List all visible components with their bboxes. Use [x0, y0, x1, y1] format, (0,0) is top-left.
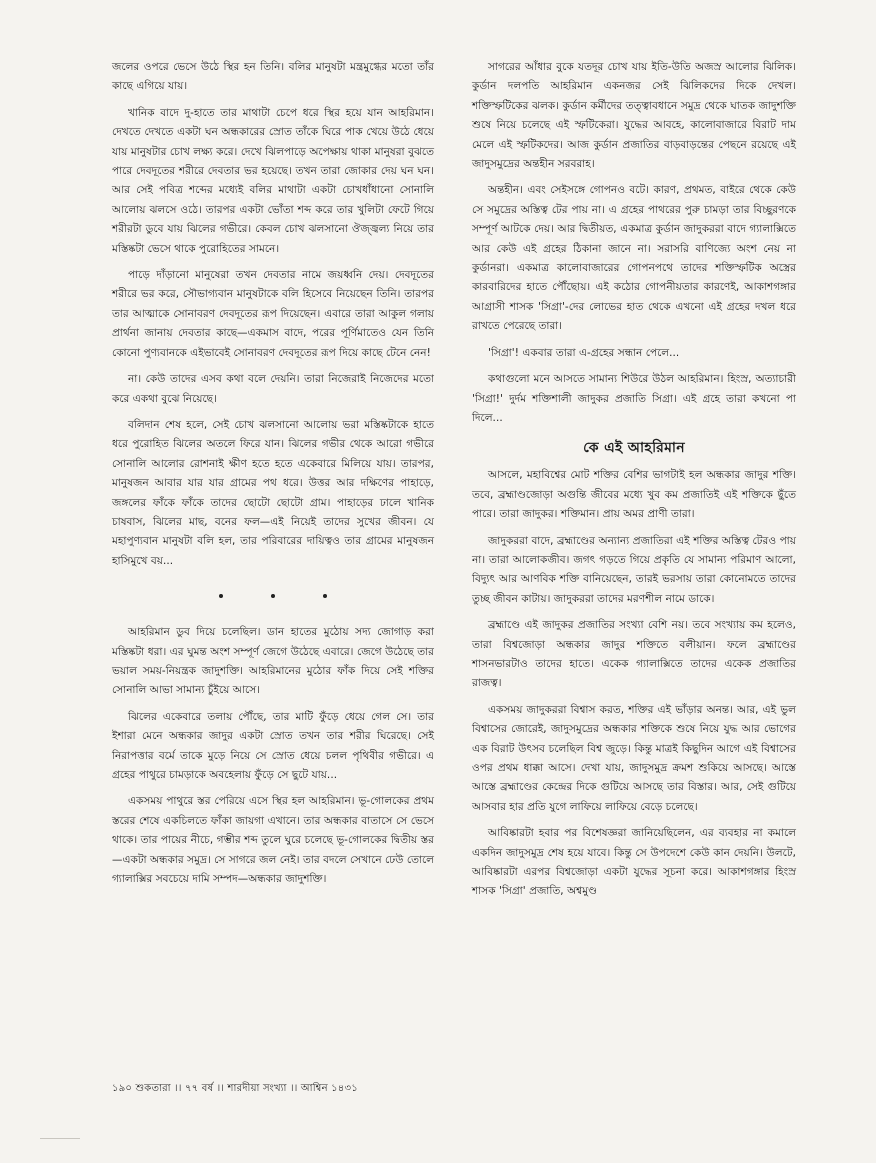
paragraph: একসময় জাদুকররা বিশ্বাস করত, শক্তির এই ভাঁড়ার অনন্ত। আর, এই ভুল বিশ্বাসের জোরেই, জাদুসমুদ্রের অন্ধকার শক্তিকে শুষে নিয়ে যুদ্ধ আর ভোগের এক বিরাট উৎসব চলেছিল বিশ্ব জুড়ে। কিন্তু মাত্রই কিছুদিন আগে এই বিশ্বাসের ওপর প্রথম ধাক্কা আসে। দেখা যায়, জাদুসমুদ্র ক্রমশ শুকিয়ে আসছে। আস্তে আস্তে ব্রহ্মাণ্ডের কেন্দ্রের দিকে গুটিয়ে আসছে তার বিস্তার। আর, সেই গুটিয়ে আসবার হার প্রতি যুগে লাফিয়ে লাফিয়ে বেড়ে চলেছে।	[472, 703, 796, 813]
paragraph: 'সিগ্রা'! একবার তারা এ-গ্রহের সন্ধান পেলে...	[488, 346, 680, 359]
paragraph: খানিক বাদে দু-হাতে তার মাথাটা চেপে ধরে স্থির হয়ে যান আহরিমান। দেখতে দেখতে একটা ঘন অন্ধকারের স্রোত তাঁকে ঘিরে পাক খেয়ে উঠে ধেয়ে যায় মানুষটার চোখ লক্ষ্য করে। দেখে ঝিলপাড়ে অপেক্ষায় থাকা মানুষরা বুঝতে পারে দেবদূতের শরীরে দেবতার ভর হয়েছে। তখন তারা জোকার দেয় ঘন ঘন। আর সেই পবিত্র শব্দের মধ্যেই বলির মাথাটা একটা চোখধাঁধানো সোনালি আলোয় ঝলসে ওঠে। তারপর একটা ভোঁতা শব্দ করে তার খুলিটা ফেটে গিয়ে শরীরটা ডুবে যায় ঝিলের গভীরে। কেবল চোখ ঝলসানো ঔজ্জ্বল্য নিয়ে তার মস্তিষ্কটা ভেসে থাকে পুরোহিতের সামনে।	[112, 106, 434, 255]
right-column	[472, 58, 796, 909]
paragraph: জলের ওপরে ভেসে উঠে স্থির হন তিনি। বলির মানুষটা মন্ত্রমুগ্ধের মতো তাঁর কাছে এগিয়ে যায়।	[112, 61, 434, 93]
paragraph: ঝিলের একেবারে তলায় পৌঁছে, তার মাটি ফুঁড়ে ধেয়ে গেল সে। তার ইশারা মেনে অন্ধকার জাদুর একটা স্রোত তখন তার শরীর ঘিরেছে। সেই নিরাপত্তার বর্মে তাকে মুড়ে নিয়ে সে স্রোত ধেয়ে চলল পৃথিবীর গভীরে। এ গ্রহের পাথুরে চামড়াকে অবহেলায় ফুঁড়ে সে ছুটে যায়...	[112, 710, 434, 781]
footer-divider	[40, 1138, 80, 1139]
paragraph: পাড়ে দাঁড়ানো মানুষেরা তখন দেবতার নামে জয়ধ্বনি দেয়। দেবদূতের শরীরে ভর করে, সৌভাগ্যবান মানুষটাকে বলি হিসেবে নিয়েছেন তিনি। তারপর তার আত্মাকে সোনাবরণ দেবদূতের রূপ দিয়েছেন। এবারে তারা আকুল গলায় প্রার্থনা জানায় দেবতার কাছে—একমাস বাদে, পরের পূর্ণিমাতেও যেন তিনি কোনো পুণ্যবানকে এইভাবেই সোনাবরণ দেবদূতের রূপ দিয়ে কাছে টেনে নেন!	[112, 269, 434, 359]
left-column	[112, 58, 434, 896]
dot-icon	[219, 594, 223, 598]
paragraph: ব্রহ্মাণ্ডে এই জাদুকর প্রজাতির সংখ্যা বেশি নয়। তবে সংখ্যায় কম হলেও, তারা বিশ্বজোড়া অন্ধকার জাদুর শক্তিতে বলীয়ান। ফলে ব্রহ্মাণ্ডের শাসনভারটাও তাদের হাতে। একেক গ্যালাক্সিতে তাদের একেক প্রজাতির রাজত্ব।	[472, 619, 796, 690]
section-break-dots	[112, 579, 434, 613]
paragraph: বলিদান শেষ হলে, সেই চোখ ঝলসানো আলোয় ভরা মস্তিষ্কটাকে হাতে ধরে পুরোহিত ঝিলের অতলে ফিরে যান। ঝিলের গভীর থেকে আরো গভীরে সোনালি আলোর রোশনাই ক্ষীণ হতে হতে একেবারে মিলিয়ে যায়। তারপর, মানুষজন আবার যার যার গ্রামের পথ ধরে। উত্তর আর দক্ষিণের পাহাড়ে, জঙ্গলের ফাঁকে ফাঁকে তাদের ছোটো ছোটো গ্রাম। পাহাড়ের ঢালে খানিক চাষবাস, ঝিলের মাছ, বনের ফল—এই নিয়েই তাদের সুখের জীবন। যে মহাপুণ্যবান মানুষটা বলি হল, তার পরিবারের দায়িত্বও তার গ্রামের মানুষজন হাসিমুখে বয়...	[112, 418, 434, 567]
paragraph: অন্তহীন। এবং সেইসঙ্গে গোপনও বটে। কারণ, প্রথমত, বাইরে থেকে কেউ সে সমুদ্রের অস্তিত্ব টের পায় না। এ গ্রহের পাথরের পুরু চামড়া তার বিচ্ছুরণকে সম্পূর্ণ আটকে দেয়। আর দ্বিতীয়ত, একমাত্র কুর্ডান জাদুকররা বাদে গ্যালাক্সিতে আর কেউ এই গ্রহের ঠিকানা জানে না। সরাসরি বাণিজ্যে অংশ নেয় না কুর্ডানরা। একমাত্র কালোবাজারের গোপনপথে তাদের শক্তিস্ফটিক অস্ত্রের কারবারিদের হাতে পৌঁছোয়। এই কঠোর গোপনীয়তার কারণেই, আকাশগঙ্গার আগ্রাসী শাসক 'সিগ্রা'-দের লোভের হাত থেকে এখনো এই গ্রহের দখল ধরে রাখতে পেরেছে তারা।	[472, 184, 796, 333]
section-heading: কে এই আহরিমান	[583, 440, 685, 457]
dot-icon	[323, 594, 327, 598]
paragraph: কথাগুলো মনে আসতে সামান্য শিউরে উঠল আহরিমান। হিংস্র, অত্যাচারী 'সিগ্রা!' দুর্দম শক্তিশালী জাদুকর প্রজাতি সিগ্রা। এই গ্রহে তারা কখনো পা দিলে...	[472, 373, 796, 424]
paragraph: আহরিমান ডুব দিয়ে চলেছিল। ডান হাতের মুঠোয় সদ্য জোগাড় করা মস্তিষ্কটা ধরা। এর ঘুমন্ত অংশ সম্পূর্ণ জেগে উঠেছে এবারে। জেগে উঠেছে তার ভয়াল সময়-নিয়ন্ত্রক জাদুশক্তি। আহরিমানের মুঠোর ফাঁক দিয়ে সেই শক্তির সোনালি আভা সামান্য চুঁইয়ে আসে।	[112, 626, 434, 697]
paragraph: আবিষ্কারটা হবার পর বিশেষজ্ঞরা জানিয়েছিলেন, এর ব্যবহার না কমালে একদিন জাদুসমুদ্র শেষ হয়ে যাবে। কিন্তু সে উপদেশে কেউ কান দেয়নি। উলটে, আবিষ্কারটা এরপর বিশ্বজোড়া একটা যুদ্ধের সূচনা করে। আকাশগঙ্গার হিংস্র শাসক 'সিগ্রা' প্রজাতি, অশ্বমুণ্ড	[472, 827, 796, 898]
paragraph: জাদুকররা বাদে, ব্রহ্মাণ্ডের অন্যান্য প্রজাতিরা এই শক্তির অস্তিত্ব টেরও পায় না। তারা আলোকজীব। জগৎ গড়তে গিয়ে প্রকৃতি যে সামান্য পরিমাণ আলো, বিদ্যুৎ আর আণবিক শক্তি বানিয়েছেন, তারই ভরসায় তারা কোনোমতে তাদের তুচ্ছ জীবন কাটায়। জাদুকররা তাদের মরণশীল নামে ডাকে।	[472, 534, 796, 605]
page-footer: ১৯০ শুকতারা ।। ৭৭ বর্ষ ।। শারদীয়া সংখ্যা ।। আশ্বিন ১৪৩১	[112, 1083, 358, 1094]
paragraph: একসময় পাথুরে স্তর পেরিয়ে এসে স্থির হল আহরিমান। ভূ-গোলকের প্রথম স্তরের শেষে একচিলতে ফাঁকা জায়গা এখানে। তার অন্ধকার বাতাসে সে ভেসে থাকে। তার পায়ের নীচে, গম্ভীর শব্দ তুলে ঘুরে চলেছে ভূ-গোলকের দ্বিতীয় স্তর—একটা অন্ধকার সমুদ্র। সে সাগরে জল নেই। তার বদলে সেখানে ঢেউ তোলে গ্যালাক্সির সবচেয়ে দামি সম্পদ—অন্ধকার জাদুশক্তি।	[112, 795, 434, 886]
paragraph: না। কেউ তাদের এসব কথা বলে দেয়নি। তারা নিজেরাই নিজেদের মতো করে একথা বুঝে নিয়েছে।	[112, 373, 434, 405]
dot-icon	[271, 594, 275, 598]
paragraph: সাগরের আঁধার বুকে যতদূর চোখ যায় ইতি-উতি অজস্র আলোর ঝিলিক। কুর্ডান দলপতি আহরিমান একনজর সেই ঝিলিকদের দিকে দেখল। শক্তিস্ফটিকের ঝলক। কুর্ডান কর্মীদের তত্ত্বাবধানে সমুদ্র থেকে ঘাতক জাদুশক্তি শুষে নিয়ে চলেছে এই স্ফটিকেরা। যুদ্ধের আবহে, কালোবাজারে বিরাট দাম মেলে এই স্ফটিকদের। আজ কুর্ডান প্রজাতির বাড়বাড়ন্তের পেছনে রয়েছে এই জাদুসমুদ্রের অন্তহীন সরবরাহ।	[472, 61, 796, 171]
paragraph: আসলে, মহাবিশ্বের মোট শক্তির বেশির ভাগটাই হল অন্ধকার জাদুর শক্তি। তবে, ব্রহ্মাণ্ডজোড়া অগুন্তি জীবের মধ্যে খুব কম প্রজাতিই এই শক্তিকে ছুঁতে পারে। তারা জাদুকর। শক্তিমান। প্রায় অমর প্রাণী তারা।	[472, 469, 796, 521]
